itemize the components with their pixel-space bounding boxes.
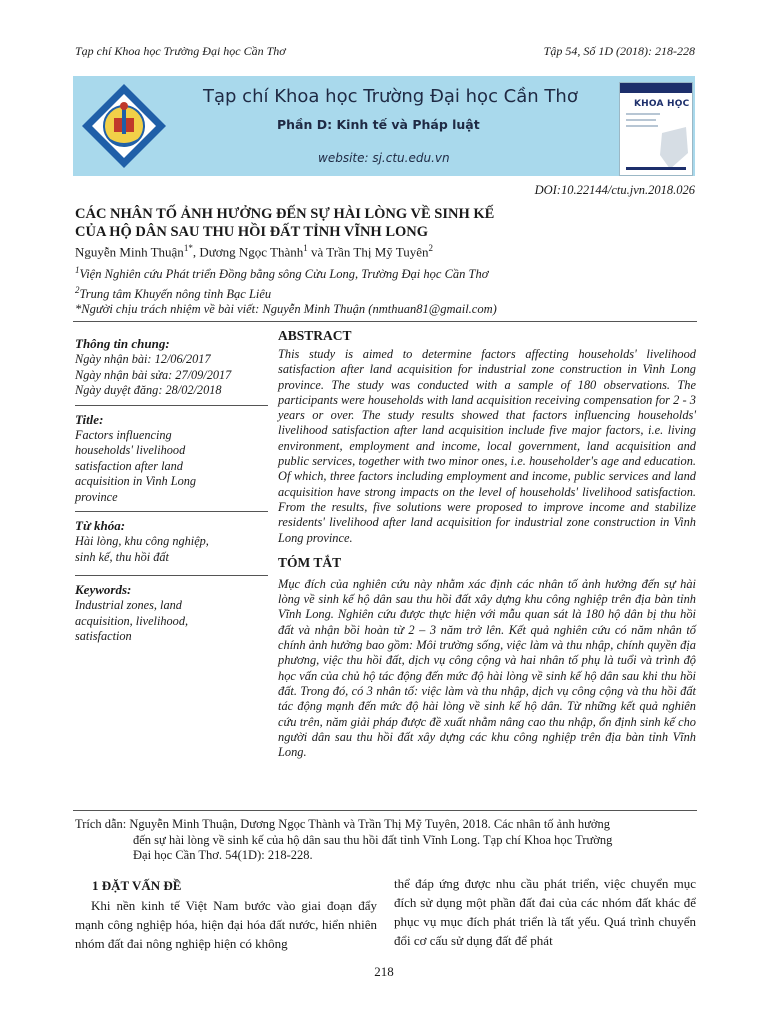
accepted-date: Ngày duyệt đăng: 28/02/2018 xyxy=(75,383,222,397)
author-name: , Dương Ngọc Thành xyxy=(192,244,304,260)
english-title-line: satisfaction after land xyxy=(75,458,183,473)
divider xyxy=(75,405,268,406)
title-line: CỦA HỘ DÂN SAU THU HỒI ĐẤT TỈNH VĨNH LONG xyxy=(75,224,429,240)
author-affiliation-mark: 2 xyxy=(428,243,434,253)
author-name: và Trần Thị Mỹ Tuyên xyxy=(307,244,429,260)
english-title-line: acquisition in Vinh Long xyxy=(75,474,197,488)
banner-subtitle: Phần D: Kinh tế và Pháp luật xyxy=(277,117,480,132)
doi[interactable]: DOI:10.22144/ctu.jvn.2018.026 xyxy=(534,183,695,197)
keywords-vi-line: Hài lòng, khu công nghiệp, xyxy=(75,534,209,548)
divider xyxy=(75,575,268,576)
banner-website-link[interactable]: website: sj.ctu.edu.vn xyxy=(318,151,450,165)
author-name: Nguyễn Minh Thuận xyxy=(75,244,184,260)
university-seal-icon xyxy=(80,82,168,170)
divider xyxy=(73,321,697,322)
affiliation-line xyxy=(75,283,497,303)
citation xyxy=(75,817,697,864)
divider xyxy=(73,810,697,811)
running-header-journal: Tạp chí Khoa học Trường Đại học Cần Thơ xyxy=(75,44,286,58)
info-heading: Thông tin chung: xyxy=(75,336,170,351)
affiliation-text: Trung tâm Khuyến nông tỉnh Bạc Liêu xyxy=(79,286,272,301)
received-date: Ngày nhận bài: 12/06/2017 xyxy=(75,352,211,366)
author-affiliation-mark: 1* xyxy=(183,243,193,253)
keywords-en-heading: Keywords: xyxy=(75,582,132,597)
cover-title: KHOA HỌC xyxy=(634,99,690,109)
english-title-line: province xyxy=(75,489,118,504)
divider xyxy=(75,511,268,512)
keywords-en-line: Industrial zones, land xyxy=(75,598,182,612)
body-text-left: Khi nền kinh tế Việt Nam bước vào giai đoạn đẩy mạnh công nghiệp hóa, hiện đại hóa đất nước, hiển nhiên nhóm đất đai nông nghiệp hiện có không xyxy=(75,898,377,951)
running-header-volume: Tập 54, Số 1D (2018): 218-228 xyxy=(543,44,695,58)
keywords-vi-line: sinh kế, thu hồi đất xyxy=(75,549,169,564)
keywords-vi-heading: Từ khóa: xyxy=(75,518,126,533)
affiliations xyxy=(75,263,497,318)
affiliation-mark: 1 xyxy=(75,265,80,275)
corresponding-author: *Người chịu trách nhiệm về bài viết: Nguyễn Minh Thuận (nmthuan81@gmail.com) xyxy=(75,302,497,317)
keywords-en-line: acquisition, livelihood, xyxy=(75,613,189,628)
body-text-right: thể đáp ứng được nhu cầu phát triển, việc chuyển mục đích sử dụng một phần đất đai của các nhóm đất khác để phục vụ mục đích phát triển là tất yếu. Quá trình chuyển đổi cơ cấu sử dụng đất để phát xyxy=(394,876,696,948)
revised-date: Ngày nhận bài sửa: 27/09/2017 xyxy=(75,367,232,382)
citation-line: đến sự hài lòng về sinh kế của hộ dân sau thu hồi đất tỉnh Vĩnh Long. Tạp chí Khoa học Trường xyxy=(133,832,613,847)
journal-cover-thumbnail xyxy=(619,82,693,176)
banner-title: Tạp chí Khoa học Trường Đại học Cần Thơ xyxy=(203,86,578,107)
affiliation-mark: 2 xyxy=(75,284,80,295)
article-info-column xyxy=(75,336,265,651)
english-title-heading: Title: xyxy=(75,411,104,427)
author-list xyxy=(75,243,433,260)
affiliation-line xyxy=(75,263,497,283)
abstract-heading: ABSTRACT xyxy=(278,328,352,343)
author-affiliation-mark: 1 xyxy=(303,243,308,253)
tomtat-text: Mục đích của nghiên cứu này nhằm xác định các nhân tố ảnh hưởng đến sự hài lòng về sinh kế hộ dân sau thu hồi đất xây dựng khu công nghiệp trên địa bàn tỉnh Vĩnh Long. Nghiên cứu được thực hiện với mẫu quan sát là 180 hộ dân bị thu hồi đất và nhận bồi hoàn từ 2 – 3 năm trở lên. Kết quả nghiên cứu có năm nhân tố chính ảnh hưởng bao gồm: Môi trường sống, việc làm và thu nhập, chính quyền địa phương, việc thu hồi đất, dịch vụ công cộng và hai nhân tố phụ là tuổi và trình độ học vấn của chủ hộ tác động đến mức độ hài lòng về sinh kế hộ dân sau khi thu hồi đất. Trong đó, có 3 nhân tố: việc làm và thu nhập, dịch vụ công cộng và thu hồi đất tác động mạnh đến mức độ hài lòng về sinh kế hộ dân. Từ những kết quả nghiên cứu trên, năm giải pháp được đề xuất nhằm nâng cao thu nhập, ổn định sinh kế cho người dân sau thu hồi đất xây dựng các khu công nghiệp trên địa bàn tỉnh Vĩnh Long. xyxy=(278,576,696,760)
citation-line: Trích dẫn: Nguyễn Minh Thuận, Dương Ngọc Thành và Trần Thị Mỹ Tuyên, 2018. Các nhân tố ảnh hưởng xyxy=(75,817,610,831)
tomtat-heading: TÓM TẮT xyxy=(278,554,342,570)
title-line: CÁC NHÂN TỐ ẢNH HƯỞNG ĐẾN SỰ HÀI LÒNG VỀ SINH KẾ xyxy=(75,206,495,222)
abstract-text: This study is aimed to determine factors affecting households' livelihood satisfaction after land acquisition for industrial zone construction in Vinh Long province. The study was conducted with a sample of 180 observations. The participants were households with land acquisition receiving compensation for 2 - 3 years or over. The study results showed that factors influencing households' livelihood satisfaction after land acquisition include five major factors, i.e. living environment, employment and income, local government, land acquisition and public services, together with two minor ones, i.e. householder's age and education. Of which, three factors including employment and income, public services and land acquisition have strong impacts on the level of households' livelihood satisfaction. From the results, five solutions were proposed to improve income and stabilize residents' livelihood after land acquisition for industrial zone construction in Vinh Long province. xyxy=(278,347,696,545)
affiliation-text: Viện Nghiên cứu Phát triển Đồng bằng sông Cửu Long, Trường Đại học Cần Thơ xyxy=(79,267,489,282)
citation-line: Đại học Cần Thơ. 54(1D): 218-228. xyxy=(133,848,313,862)
keywords-en-line: satisfaction xyxy=(75,629,132,643)
page-number: 218 xyxy=(374,964,394,979)
section-heading: 1 ĐẶT VẤN ĐỀ xyxy=(92,878,182,893)
english-title-line: households' livelihood xyxy=(75,443,186,457)
english-title-line: Factors influencing xyxy=(75,427,172,442)
article-title xyxy=(75,205,695,241)
abstract-column xyxy=(278,328,696,760)
